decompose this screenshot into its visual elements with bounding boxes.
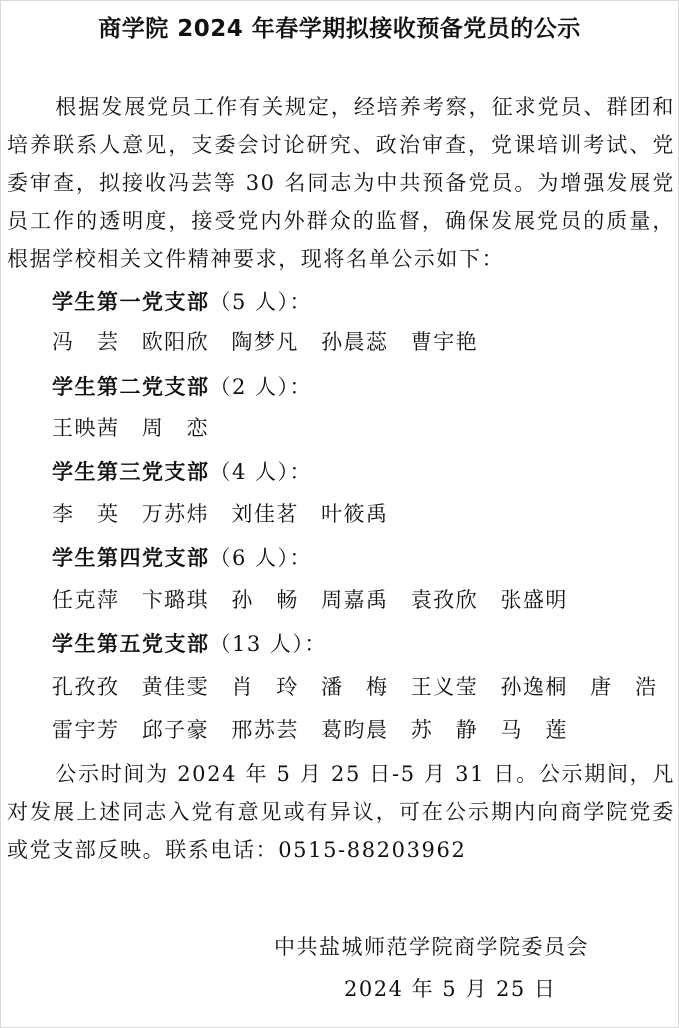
- member-name: 孔孜孜: [52, 675, 120, 699]
- branch-name: 学生第三党支部: [52, 460, 210, 484]
- branch-2-names: [52, 412, 223, 442]
- member-name: 孙晨蕊: [321, 330, 389, 354]
- member-name: 孙逸桐: [500, 675, 568, 699]
- member-name: 卞璐琪: [141, 588, 210, 612]
- branch-count: （2 人）：: [209, 375, 313, 399]
- signature-org: 中共盐城师范学院商学院委员会: [274, 935, 589, 959]
- branch-heading-3: [52, 456, 312, 486]
- branch-name: 学生第二党支部: [52, 375, 210, 399]
- member-name: 叶筱禹: [321, 502, 389, 526]
- member-name: 欧阳欣: [141, 330, 210, 354]
- member-name: 周嘉禹: [321, 588, 389, 612]
- member-name: 邢苏芸: [231, 718, 299, 742]
- branch-heading-4: [52, 542, 312, 572]
- member-name: 刘佳茗: [231, 502, 299, 526]
- member-name: 任克萍: [52, 588, 120, 612]
- member-name: 万苏炜: [141, 502, 210, 526]
- notice-paragraph: 公示时间为 2024 年 5 月 25 日-5 月 31 日。公示期间，凡对发展上述同志入党有意见或有异议，可在公示期内向商学院党委或党支部反映。联系电话：0515-88203962: [7, 762, 675, 862]
- member-name: 唐 浩: [590, 675, 658, 699]
- member-name: 曹宇艳: [410, 330, 479, 354]
- member-name: 冯 芸: [52, 330, 120, 354]
- member-name: 陶梦凡: [231, 330, 299, 354]
- intro-paragraph: 根据发展党员工作有关规定，经培养考察，征求党员、群团和培养联系人意见，支委会讨论研究、政治审查，党课培训考试、党委审查，拟接收冯芸等 30 名同志为中共预备党员。为增强发展党员工作的透明度，接受党内外群众的监督，确保发展党员的质量，根据学校相关文件精神要求，现将名单公示如下：: [7, 95, 675, 271]
- member-name: 孙 畅: [231, 588, 299, 612]
- member-name: 王映茜: [52, 416, 120, 440]
- member-name: 袁孜欣: [410, 588, 479, 612]
- member-name: 葛昀晨: [321, 718, 389, 742]
- branch-4-names: [52, 584, 582, 614]
- branch-1-names: [52, 326, 492, 356]
- member-name: 张盛明: [500, 588, 568, 612]
- member-name: 黄佳雯: [141, 675, 210, 699]
- branch-name: 学生第五党支部: [52, 632, 210, 656]
- branch-count: （4 人）：: [209, 460, 313, 484]
- page-title: 商学院 2024 年春学期拟接收预备党员的公示: [98, 16, 581, 42]
- member-name: 周 恋: [141, 416, 210, 440]
- branch-count: （5 人）：: [209, 290, 313, 314]
- signature-date: 2024 年 5 月 25 日: [344, 977, 557, 1001]
- member-name: 苏 静: [410, 718, 479, 742]
- member-name: 邱子豪: [141, 718, 210, 742]
- branch-5-names-row-2: [52, 714, 582, 744]
- member-name: 肖 玲: [231, 675, 299, 699]
- branch-name: 学生第一党支部: [52, 290, 210, 314]
- branch-heading-1: [52, 286, 312, 316]
- member-name: 雷宇芳: [52, 718, 120, 742]
- branch-3-names: [52, 498, 403, 528]
- branch-count: （6 人）：: [209, 546, 313, 570]
- member-name: 潘 梅: [321, 675, 389, 699]
- branch-5-names-row-1: [52, 671, 672, 701]
- branch-heading-2: [52, 371, 312, 401]
- member-name: 王义莹: [410, 675, 479, 699]
- branch-heading-5: [52, 628, 327, 658]
- member-name: 李 英: [52, 502, 120, 526]
- branch-name: 学生第四党支部: [52, 546, 210, 570]
- member-name: 马 莲: [500, 718, 568, 742]
- branch-count: （13 人）：: [209, 632, 327, 656]
